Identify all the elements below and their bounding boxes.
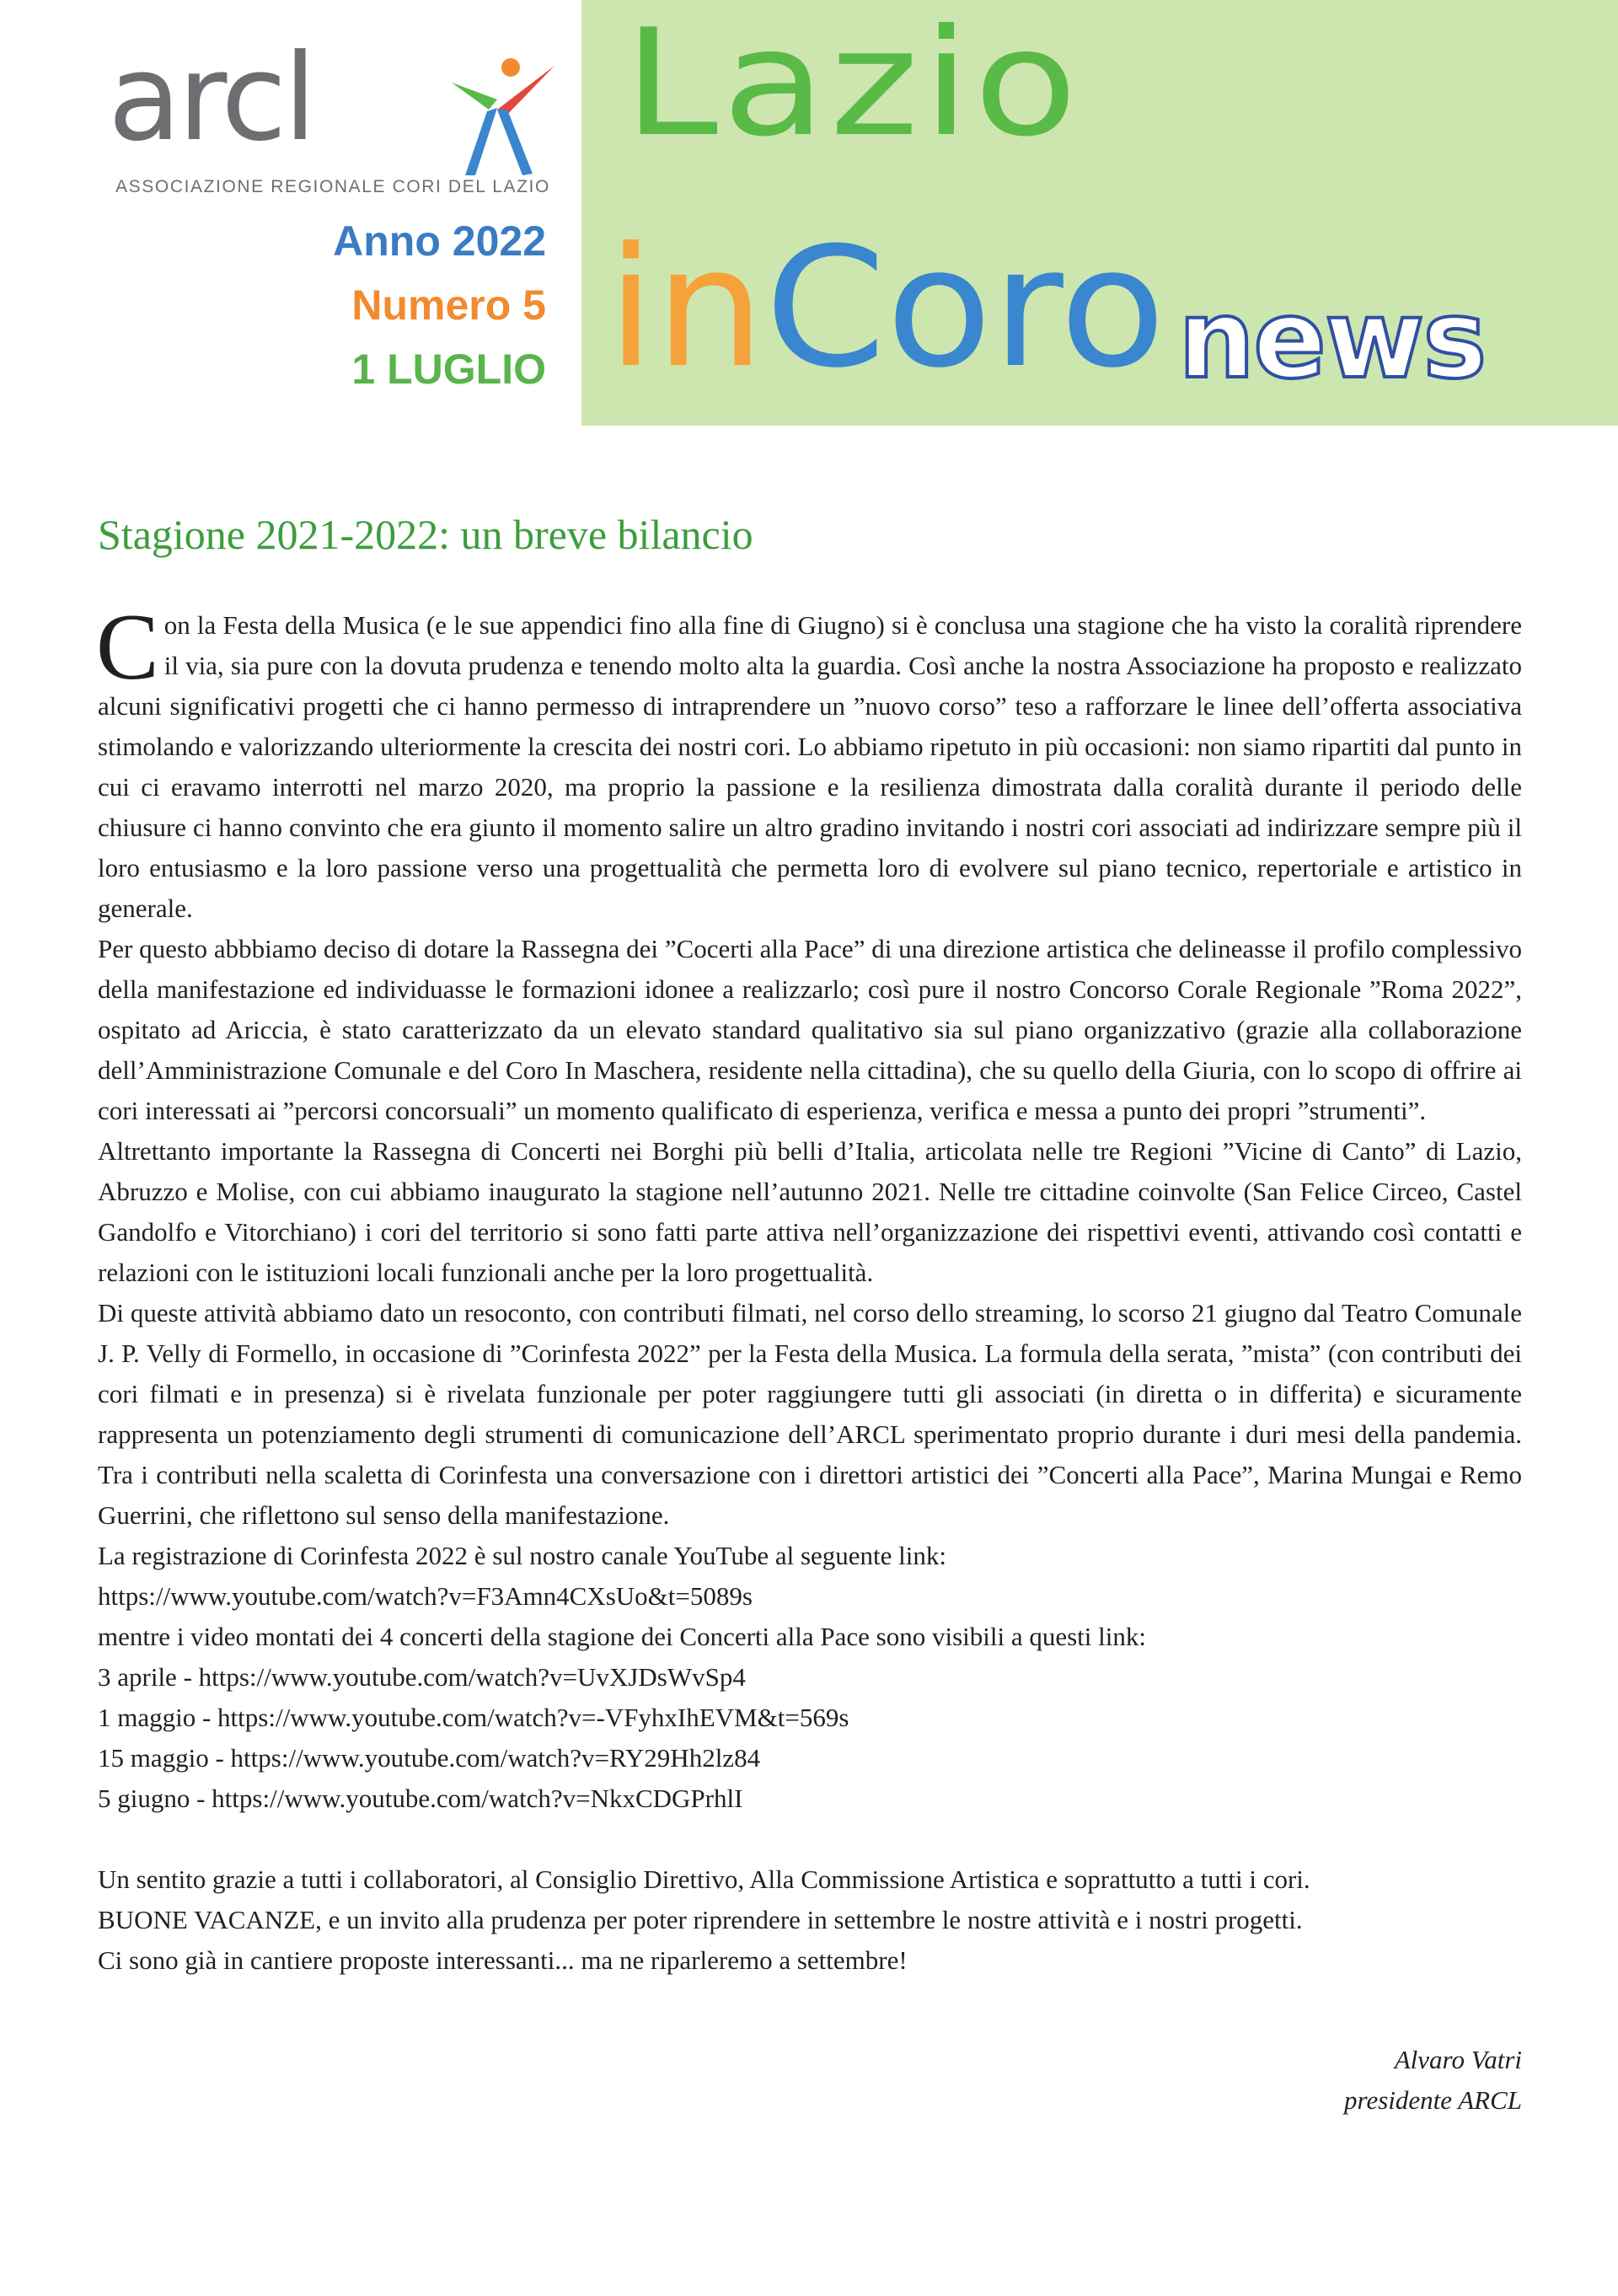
- masthead-title-news: news: [1178, 277, 1486, 403]
- signature-role: presidente ARCL: [1344, 2085, 1522, 2115]
- issue-info: [333, 209, 546, 401]
- signature-name: Alvaro Vatri: [1394, 2045, 1522, 2074]
- concert-link-may-15[interactable]: 15 maggio - https://www.youtube.com/watch?v=RY29Hh2lz84: [98, 1743, 761, 1773]
- paragraph-2: Per questo abbbiamo deciso di dotare la Rassegna dei ”Cocerti alla Pace” di una direzione artistica che delineasse il profilo complessivo della manifestazione ed individuasse le formazioni idonee a realizzarlo; così pure il nostro Concorso Corale Regionale ”Roma 2022”, ospitato ad Ariccia, è stato caratterizzato da un elevato standard qualitativo sia sul piano organizzativo (grazie alla collaborazione dell’Amministrazione Comunale e del Coro In Maschera, residente nella cittadina), che su quello della Giuria, con lo scopo di offrire ai cori interessati ai ”percorsi concorsuali” un momento qualificato di esperienza, verifica e messa a punto dei propri ”strumenti”.: [98, 934, 1522, 1125]
- paragraph-1: [96, 595, 1522, 929]
- logo-subtitle: ASSOCIAZIONE REGIONALE CORI DEL LAZIO: [115, 177, 550, 196]
- concert-link-june[interactable]: 5 giugno - https://www.youtube.com/watch?v=NkxCDGPrhlI: [98, 1784, 743, 1813]
- drop-cap: C: [96, 595, 159, 700]
- issue-year: Anno 2022: [333, 217, 546, 265]
- masthead-title-coro: Coro: [764, 212, 1166, 405]
- concert-links-intro: mentre i video montati dei 4 concerti della stagione dei Concerti alla Pace sono visibili a questi link:: [98, 1622, 1146, 1651]
- choir-figure-icon: [445, 57, 559, 182]
- issue-date: 1 LUGLIO: [351, 346, 546, 393]
- paragraph-4: Di queste attività abbiamo dato un resoconto, con contributi filmati, nel corso dello streaming, lo scorso 21 giugno dal Teatro Comunale J. P. Velly di Formello, in occasione di ”Corinfesta 2022” per la Festa della Musica. La formula della serata, ”mista” (con contributi dei cori filmati e in presenza) si è rivelata funzionale per poter raggiungere tutti gli associati (in diretta o in differita) e sicuramente rappresenta un potenziamento degli strumenti di comunicazione dell’ARCL sperimentato proprio durante i duri mesi della pandemia. Tra i contributi nella scaletta di Corinfesta una conversazione con i direttori artistici dei ”Concerti alla Pace”, Marina Mungai e Remo Guerrini, che riflettono sul senso della manifestazione.: [98, 1298, 1522, 1530]
- paragraph-1-text: on la Festa della Musica (e le sue appendici fino alla fine di Giugno) si è conclusa una stagione che ha visto la coralità riprendere il via, sia pure con la dovuta prudenza e tenendo molto alta la guardia. Così anche la nostra Associazione ha proposto e realizzato alcuni significativi progetti che ci hanno permesso di intraprendere un ”nuovo corso” teso a rafforzare le linee dell’offerta associativa stimolando e valorizzando ulteriormente la crescita dei nostri cori. Lo abbiamo ripetuto in più occasioni: non siamo ripartiti dal punto in cui ci eravamo interrotti nel marzo 2020, ma proprio la passione e la resilienza dimostrata dalla coralità durante il periodo delle chiusure ci hanno convinto che era giunto il momento salire un altro gradino invitando i nostri cori associati ad indirizzare sempre più il loro entusiasmo e la loro passione verso una progettualità che permetta loro di evolvere sul piano tecnico, repertoriale e artistico in generale.: [98, 610, 1522, 923]
- masthead-title-lazio: Lazio: [624, 0, 1082, 169]
- concert-link-april[interactable]: 3 aprile - https://www.youtube.com/watch?v=UvXJDsWvSp4: [98, 1662, 746, 1692]
- masthead-banner: [581, 0, 1618, 426]
- corinfesta-link[interactable]: https://www.youtube.com/watch?v=F3Amn4CXsUo&t=5089s: [98, 1581, 753, 1611]
- thanks-line-3: Ci sono già in cantiere proposte interessanti... ma ne riparleremo a settembre!: [98, 1945, 908, 1975]
- logo-wordmark: arcl: [108, 29, 313, 168]
- link-intro: La registrazione di Corinfesta 2022 è sul nostro canale YouTube al seguente link:: [98, 1541, 947, 1570]
- signature: [1344, 2040, 1522, 2121]
- paragraph-3: Altrettanto importante la Rassegna di Concerti nei Borghi più belli d’Italia, articolata nelle tre Regioni ”Vicine di Canto” di Lazio, Abruzzo e Molise, con cui abbiamo inaugurato la stagione nell’autunno 2021. Nelle tre cittadine coinvolte (San Felice Circeo, Castel Gandolfo e Vitorchiano) i cori del territorio si sono fatti parte attiva nell’organizzazione dei rispettivi eventi, attivando così contatti e relazioni con le istituzioni locali funzionali anche per la loro progettualità.: [98, 1136, 1522, 1287]
- issue-number: Numero 5: [351, 282, 546, 329]
- arcl-logo: [108, 29, 555, 205]
- article-body: [96, 595, 1522, 1981]
- article-title: Stagione 2021-2022: un breve bilancio: [98, 511, 753, 558]
- thanks-line-2: BUONE VACANZE, e un invito alla prudenza per poter riprendere in settembre le nostre attività e i nostri progetti.: [98, 1905, 1303, 1934]
- masthead-title-incoro: [607, 212, 1166, 405]
- concert-link-may-1[interactable]: 1 maggio - https://www.youtube.com/watch?v=-VFyhxIhEVM&t=569s: [98, 1703, 849, 1732]
- thanks-line-1: Un sentito grazie a tutti i collaboratori, al Consiglio Direttivo, Alla Commissione Artistica e soprattutto a tutti i cori.: [98, 1864, 1310, 1894]
- masthead-title-in: in: [607, 212, 765, 405]
